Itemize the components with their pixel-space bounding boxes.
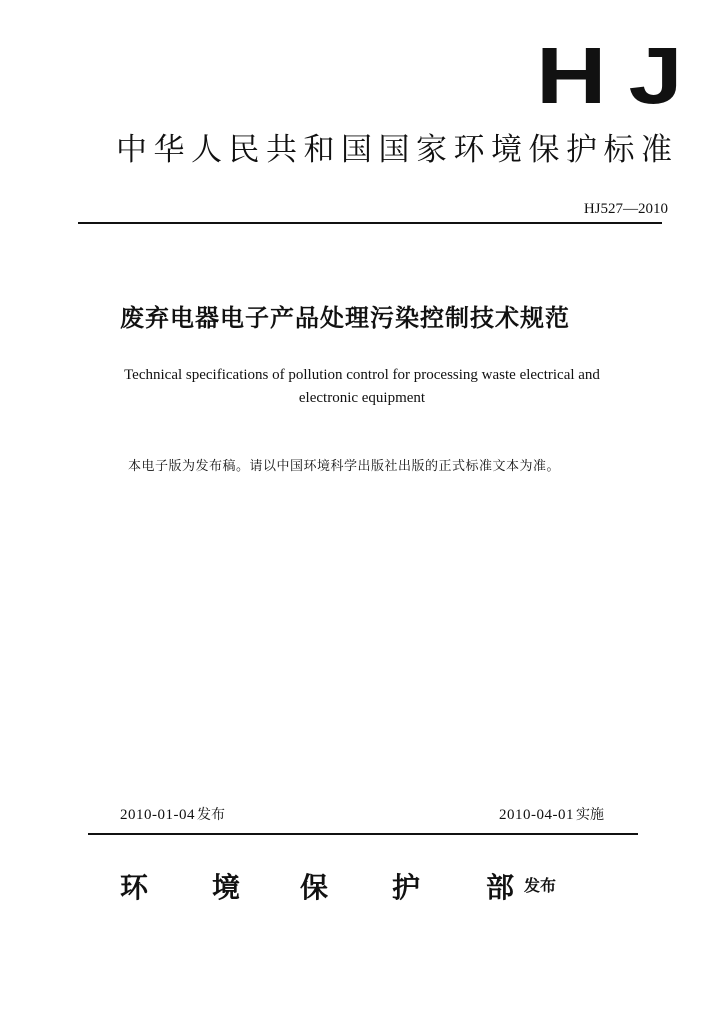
effective-date-block [499,806,604,824]
effective-label: 实施 [576,807,604,823]
edition-notice: 本电子版为发布稿。请以中国环境科学出版社出版的正式标准文本为准。 [128,459,561,474]
footer-divider [88,833,638,835]
issue-date-block [120,806,225,824]
header-divider [78,222,662,224]
effective-date: 2010-04-01 [499,807,574,823]
issue-label: 发布 [197,807,225,823]
publisher-char: 保 [300,871,329,904]
standard-number: HJ527—2010 [583,201,668,217]
hj-logo: HJ [536,31,705,120]
english-title-line-2: electronic equipment [298,390,426,406]
publisher-suffix: 发布 [524,876,557,895]
issue-date: 2010-01-04 [120,807,195,823]
publisher-char: 环 [120,871,149,904]
document-title-english [86,364,638,410]
publisher-char: 护 [392,871,421,904]
standard-type-heading: 中华人民共和国国家环境保护标准 [116,132,679,168]
document-title-chinese: 废弃电器电子产品处理污染控制技术规范 [120,304,570,332]
publisher-char: 部 [486,871,515,904]
publisher-char: 境 [212,871,241,904]
english-title-line-1: Technical specifications of pollution control for processing waste electrical and [124,367,600,383]
